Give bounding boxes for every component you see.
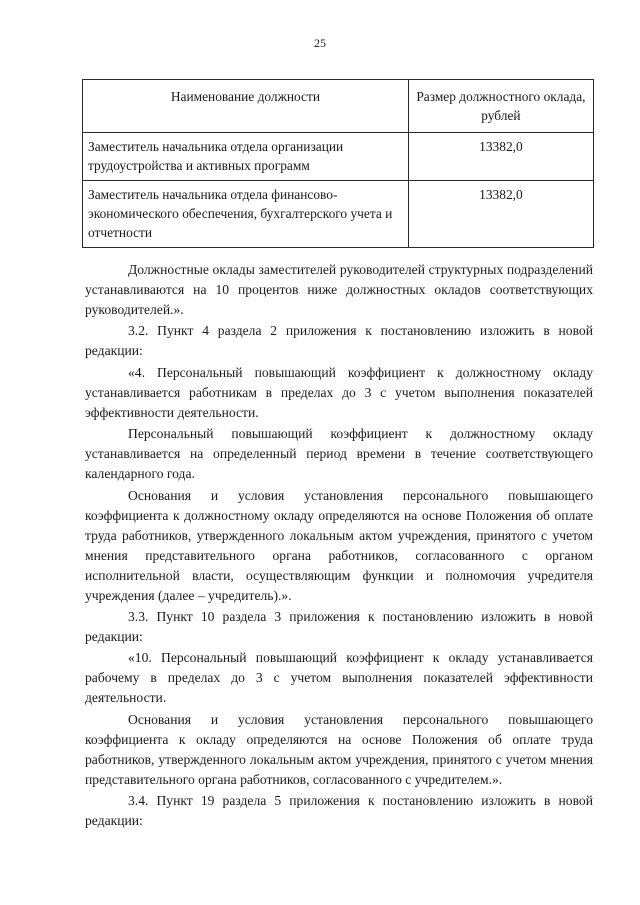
paragraph: «10. Персональный повышающий коэффициент к окладу устанавливается рабочему в пределах до 3 с учетом выполнения показателей эффективности деятельности. <box>85 650 593 706</box>
table-header-row <box>83 80 594 133</box>
row-salary: 13382,0 <box>408 133 593 181</box>
paragraph: «4. Персональный повышающий коэффициент к должностному окладу устанавливается работникам в пределах до 3 с учетом выполнения показателей эффективности деятельности. <box>85 364 593 420</box>
table-row <box>83 133 594 181</box>
page-number: 25 <box>314 36 326 50</box>
paragraph: Должностные оклады заместителей руководителей структурных подразделений устанавливаются на 10 процентов ниже должностных окладов соответствующих руководителей.». <box>85 262 593 317</box>
table-row <box>83 181 594 248</box>
paragraph: 3.4. Пункт 19 раздела 5 приложения к постановлению изложить в новой редакции: <box>85 793 593 829</box>
document-body <box>85 260 593 833</box>
salary-table <box>82 79 594 248</box>
paragraph: Персональный повышающий коэффициент к должностному окладу устанавливается на определенный период времени в течение соответствующего календарного года. <box>85 426 593 482</box>
row-position: Заместитель начальника отдела финансово-экономического обеспечения, бухгалтерского учета и отчетности <box>83 181 409 248</box>
header-position: Наименование должности <box>83 80 409 133</box>
paragraph: 3.3. Пункт 10 раздела 3 приложения к постановлению изложить в новой редакции: <box>85 608 593 644</box>
paragraph: Основания и условия установления персонального повышающего коэффициента к окладу определяются на основе Положения об оплате труда работников, утвержденного локальным актом учреждения, принятого с учетом мнения представительного органа работников, согласованного с учредителем.». <box>85 711 593 787</box>
paragraph: 3.2. Пункт 4 раздела 2 приложения к постановлению изложить в новой редакции: <box>85 323 593 359</box>
row-position: Заместитель начальника отдела организации трудоустройства и активных программ <box>83 133 409 181</box>
header-salary: Размер должностного оклада, рублей <box>408 80 593 133</box>
row-salary: 13382,0 <box>408 181 593 248</box>
paragraph: Основания и условия установления персонального повышающего коэффициента к должностному окладу определяются на основе Положения об оплате труда работников, утвержденного локальным актом учреждения, принятого с учетом мнения представительного органа работников, согласованного с органом исполнительной власти, осуществляющим функции и полномочия учредителя учреждения (далее – учредитель).». <box>85 487 593 603</box>
